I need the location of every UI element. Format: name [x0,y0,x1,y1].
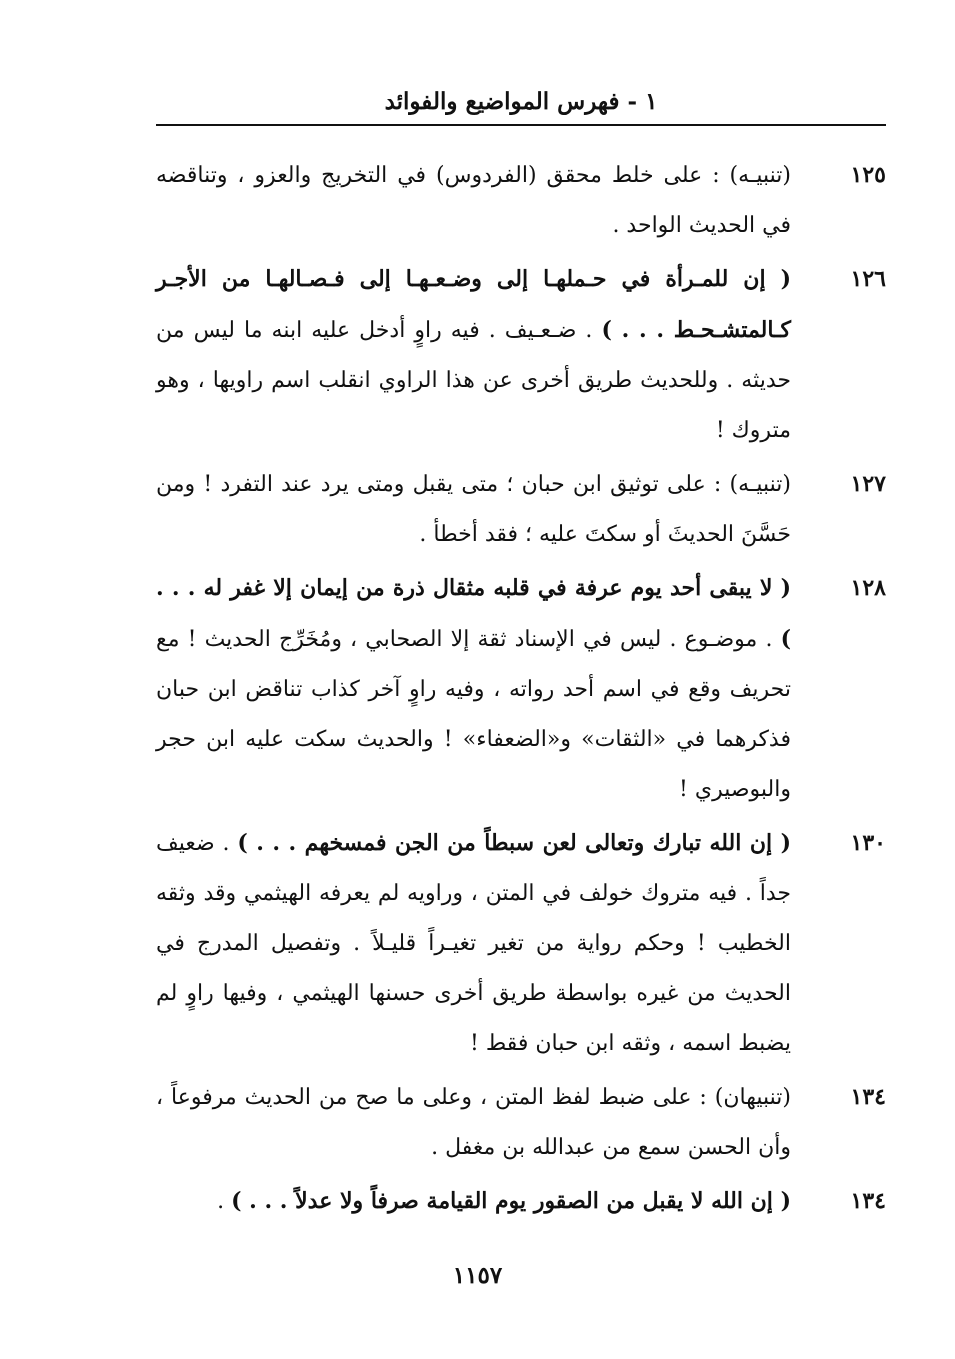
entry-body-text: . ضعيف جداً . فيه متروك خولف في المتن ، وراويه لم يعرفه الهيثمي وقد وثقه الخطيب ! وحكم رواية من تغير تغيـراً قليـلاً . وتفصيل المدرج في الحديث من غيره بواسطة طريق أخرى حسنها الهيثمي ، وفيها راوٍ لم يضبط اسمه ، وثقه ابن حبان فقط ! [156,831,791,1056]
index-entry [156,1176,886,1227]
entry-bold-text: ( إن للمـرأة في حـملهـا إلى وضـعـهـا إلى فـصـالهـا من الأجـر كـالمتشـحـط . . . ) [156,266,791,343]
entry-number: ١٢٥ [850,162,886,188]
entry-body-text: . [217,1189,232,1214]
header-title: ١ - فهرس المواضيع والفوائد [384,88,658,115]
entry-number: ١٣٤ [850,1084,886,1110]
entry-text [156,150,791,251]
index-entry [156,254,886,456]
entry-body-text: (تنبيـه) : على توثيق ابن حبان ؛ متى يقبل ومتى يرد عند التفرد ! ومن حَسَّنَ الحديثَ أو سكتَ عليه ؛ فقد أخطأ . [156,472,791,547]
entry-number: ١٢٨ [850,575,886,601]
entry-text [156,254,791,456]
entry-text [156,1072,791,1173]
index-entry [156,1072,886,1173]
page-number: ١١٥٧ [452,1262,503,1289]
entry-body-text: (تنبيـه) : على خلط محقق (الفردوس) في التخريج والعزو ، وتناقضه في الحديث الواحد . [156,163,791,238]
index-entry [156,818,886,1069]
entry-body-text: . ضـعـيف . فيه راوٍ أدخل عليه ابنه ما ليس من حديثه . وللحديث طريق أخرى عن هذا الراوي انقلب اسم راويها ، وهو متروك ! [156,318,791,443]
entry-text [156,1176,791,1227]
entry-bold-text: ( إن الله تبارك وتعالى لعن سبطاً من الجن فمسخهم . . . ) [237,830,791,856]
entry-number: ١٣٤ [850,1188,886,1214]
entry-number: ١٣٠ [850,830,886,856]
entry-text [156,459,791,560]
entry-text [156,563,791,815]
entry-body-text: (تنبيهان) : على ضبط لفظ المتن ، وعلى ما صح من الحديث مرفوعاً ، وأن الحسن سمع من عبدالله بن مغفل . [156,1085,791,1160]
index-entry [156,459,886,560]
entry-text [156,818,791,1069]
entry-bold-text: ( لا يبقى أحد يوم عرفة في قلبه مثقال ذرة من إيمان إلا غفر له . . . ) [156,575,791,652]
entry-body-text: . موضـوع . ليس في الإسناد ثقة إلا الصحابي ، ومُخَرِّج الحديث ! مع تحريف وقع في اسم أحد رواته ، وفيه راوٍ آخر كذاب تناقض ابن حبان فذكرهما في «الثقات» و«الضعفاء» ! والحديث سكت عليه ابن حجر والبوصيري ! [156,627,791,802]
index-entry [156,150,886,251]
header-rule [156,124,886,126]
entry-number: ١٢٦ [850,266,886,292]
index-entries [156,150,886,1230]
index-entry [156,563,886,815]
running-header [156,86,886,126]
entry-number: ١٢٧ [850,471,886,497]
entry-bold-text: ( إن الله لا يقبل من الصقور يوم القيامة صرفاً ولا عدلاً . . . ) [231,1188,791,1214]
